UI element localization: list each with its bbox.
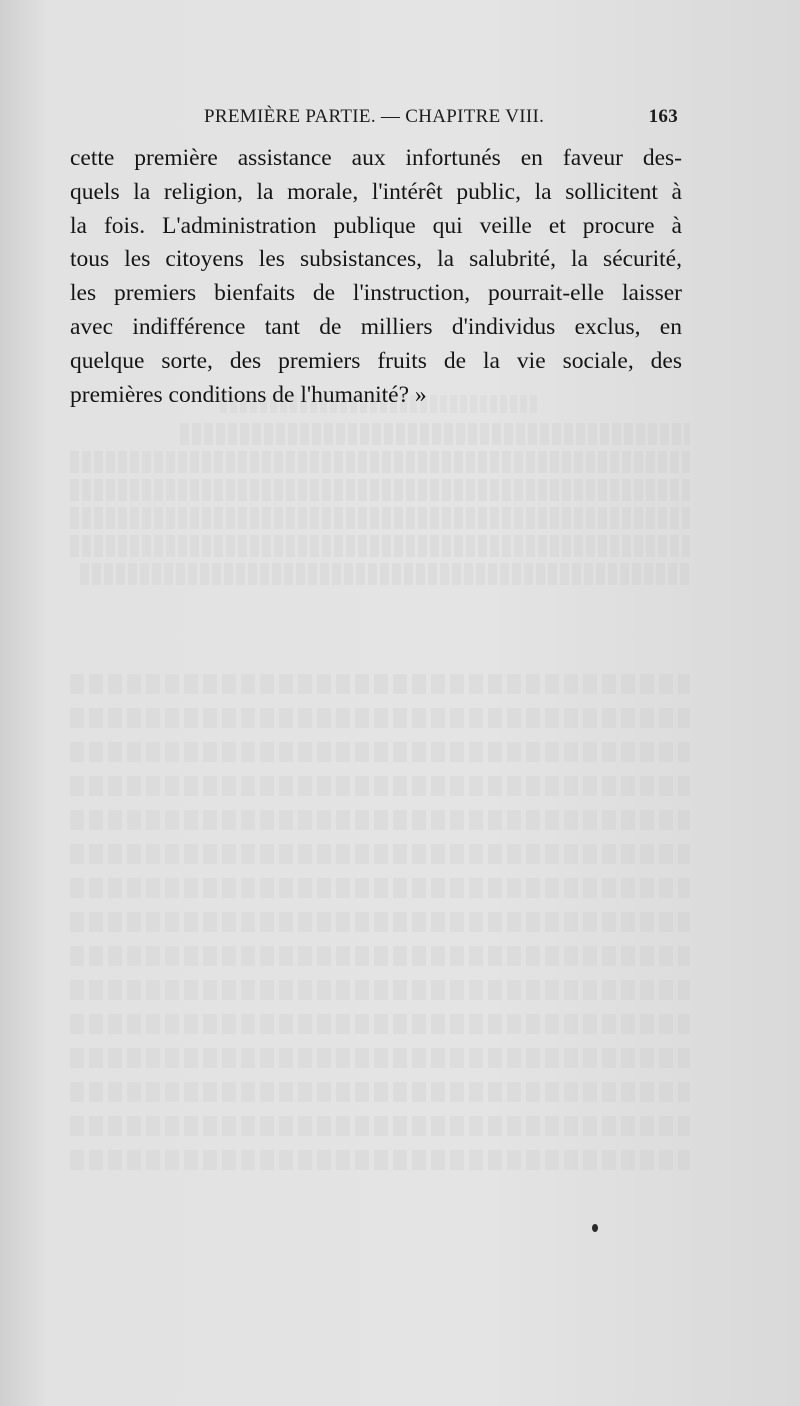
text-line: cette première assistance aux infortunés en faveur des-	[70, 145, 682, 171]
text-line: premières conditions de l'humanité? »	[70, 381, 427, 408]
text-line: la fois. L'administration publique qui veille et procure à	[70, 212, 682, 239]
text-line: quels la religion, la morale, l'intérêt public, la sollicitent à	[70, 178, 682, 205]
reverse-side-bleed-through-lower	[70, 630, 690, 1170]
page-number: 163	[648, 106, 678, 127]
text-line: les premiers bienfaits de l'instruction, pourrait-elle laisser	[70, 280, 682, 307]
running-header-title: PREMIÈRE PARTIE. — CHAPITRE VIII.	[204, 106, 545, 127]
running-header	[70, 106, 682, 136]
text-line: quelque sorte, des premiers fruits de la vie sociale, des	[70, 347, 682, 374]
text-line: tous les citoyens les subsistances, la salubrité, la sécurité,	[70, 246, 682, 273]
text-line: avec indifférence tant de milliers d'individus exclus, en	[70, 313, 682, 340]
body-paragraph	[70, 142, 682, 412]
ink-speck	[592, 1224, 598, 1232]
